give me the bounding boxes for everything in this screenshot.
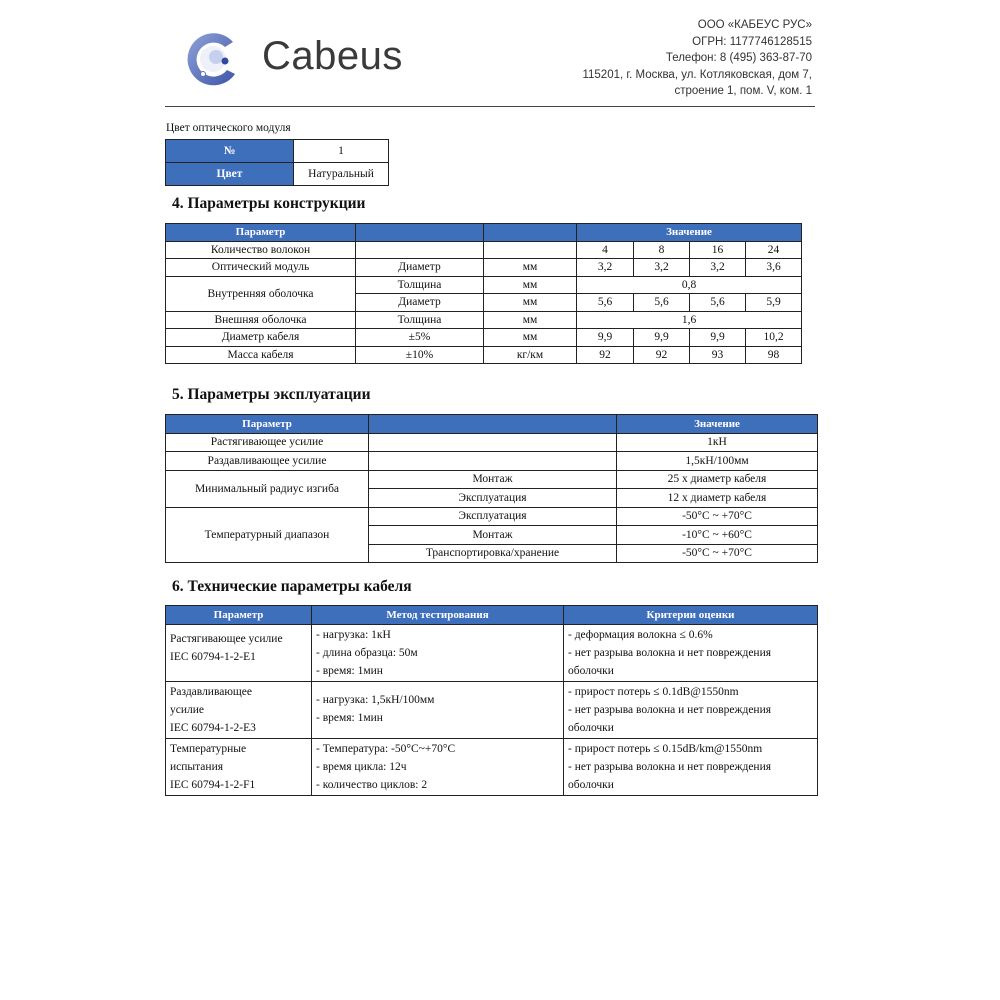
company-name: ООО «КАБЕУС РУС»: [697, 19, 812, 31]
company-address-2: строение 1, пом. V, ком. 1: [674, 85, 812, 97]
col-criteria-header: Критерии оценки: [564, 606, 818, 625]
table-row: [166, 625, 818, 682]
table-row: Оптический модуль Диаметр мм 3,2 3,2 3,2 3,6: [166, 259, 802, 277]
technical-table: [165, 605, 818, 796]
table-row: Раздавливающее усилие 1,5кН/100мм: [166, 452, 818, 471]
num-label: №: [166, 140, 294, 163]
col-param-header: Параметр: [166, 606, 312, 625]
table-row: [166, 739, 818, 796]
color-label: Цвет: [166, 163, 294, 186]
section5-title: 5. Параметры эксплуатации: [172, 386, 371, 403]
method-cell: - Температура: -50°C~+70°C - время цикла: 12ч - количество циклов: 2: [312, 739, 564, 796]
table-row: Диаметр мм 5,6 5,6 5,6 5,9: [166, 294, 802, 312]
table-row: [166, 682, 818, 739]
criteria-cell: - прирост потерь ≤ 0.15dB/km@1550nm - нет разрыва волокна и нет повреждения оболочки: [564, 739, 818, 796]
color-value: Натуральный: [294, 163, 389, 186]
col-param-header: Параметр: [166, 224, 356, 242]
table-row: Внутренняя оболочка Толщина мм 0,8: [166, 276, 802, 294]
col-value-header: Значение: [617, 415, 818, 434]
criteria-cell: - деформация волокна ≤ 0.6% - нет разрыва волокна и нет повреждения оболочки: [564, 625, 818, 682]
method-cell: - нагрузка: 1кН - длина образца: 50м - время: 1мин: [312, 625, 564, 682]
param-cell: Раздавливающее усилие IEC 60794-1-2-E3: [166, 682, 312, 739]
table-row: Температурный диапазон Эксплуатация -50°C ~ +70°C: [166, 507, 818, 526]
header-divider: [165, 106, 815, 107]
num-value: 1: [294, 140, 389, 163]
table-row: Эксплуатация 12 x диаметр кабеля: [166, 489, 818, 508]
company-phone: Телефон: 8 (495) 363-87-70: [665, 52, 812, 64]
table-row: Диаметр кабеля ±5% мм 9,9 9,9 9,9 10,2: [166, 329, 802, 347]
module-color-table: [165, 139, 389, 186]
param-cell: Растягивающее усилие IEC 60794-1-2-E1: [166, 625, 312, 682]
criteria-cell: - прирост потерь ≤ 0.1dB@1550nm - нет разрыва волокна и нет повреждения оболочки: [564, 682, 818, 739]
construction-table: [165, 223, 802, 364]
company-ogrn: ОГРН: 1177746128515: [692, 35, 812, 48]
col-value-header: Значение: [577, 224, 802, 242]
table-row: Количество волокон 4 8 16 24: [166, 241, 802, 259]
cabeus-logo-icon: [183, 28, 245, 90]
logo-wordmark: Cabeus: [262, 34, 403, 78]
param-cell: Температурные испытания IEC 60794-1-2-F1: [166, 739, 312, 796]
table-row: Монтаж -10°C ~ +60°C: [166, 526, 818, 545]
company-address: 115201, г. Москва, ул. Котляковская, дом 7,: [582, 68, 812, 81]
table-row: Внешняя оболочка Толщина мм 1,6: [166, 311, 802, 329]
table-row: Транспортировка/хранение -50°C ~ +70°C: [166, 544, 818, 563]
col-param-header: Параметр: [166, 415, 369, 434]
module-color-caption: Цвет оптического модуля: [166, 122, 291, 134]
section4-title: 4. Параметры конструкции: [172, 195, 366, 212]
table-row: Минимальный радиус изгиба Монтаж 25 x диаметр кабеля: [166, 470, 818, 489]
method-cell: - нагрузка: 1,5кН/100мм - время: 1мин: [312, 682, 564, 739]
table-row: Масса кабеля ±10% кг/км 92 92 93 98: [166, 346, 802, 364]
col-method-header: Метод тестирования: [312, 606, 564, 625]
company-info: [582, 17, 812, 100]
table-row: Растягивающее усилие 1кН: [166, 433, 818, 452]
operation-table: [165, 414, 818, 563]
section6-title: 6. Технические параметры кабеля: [172, 578, 412, 595]
